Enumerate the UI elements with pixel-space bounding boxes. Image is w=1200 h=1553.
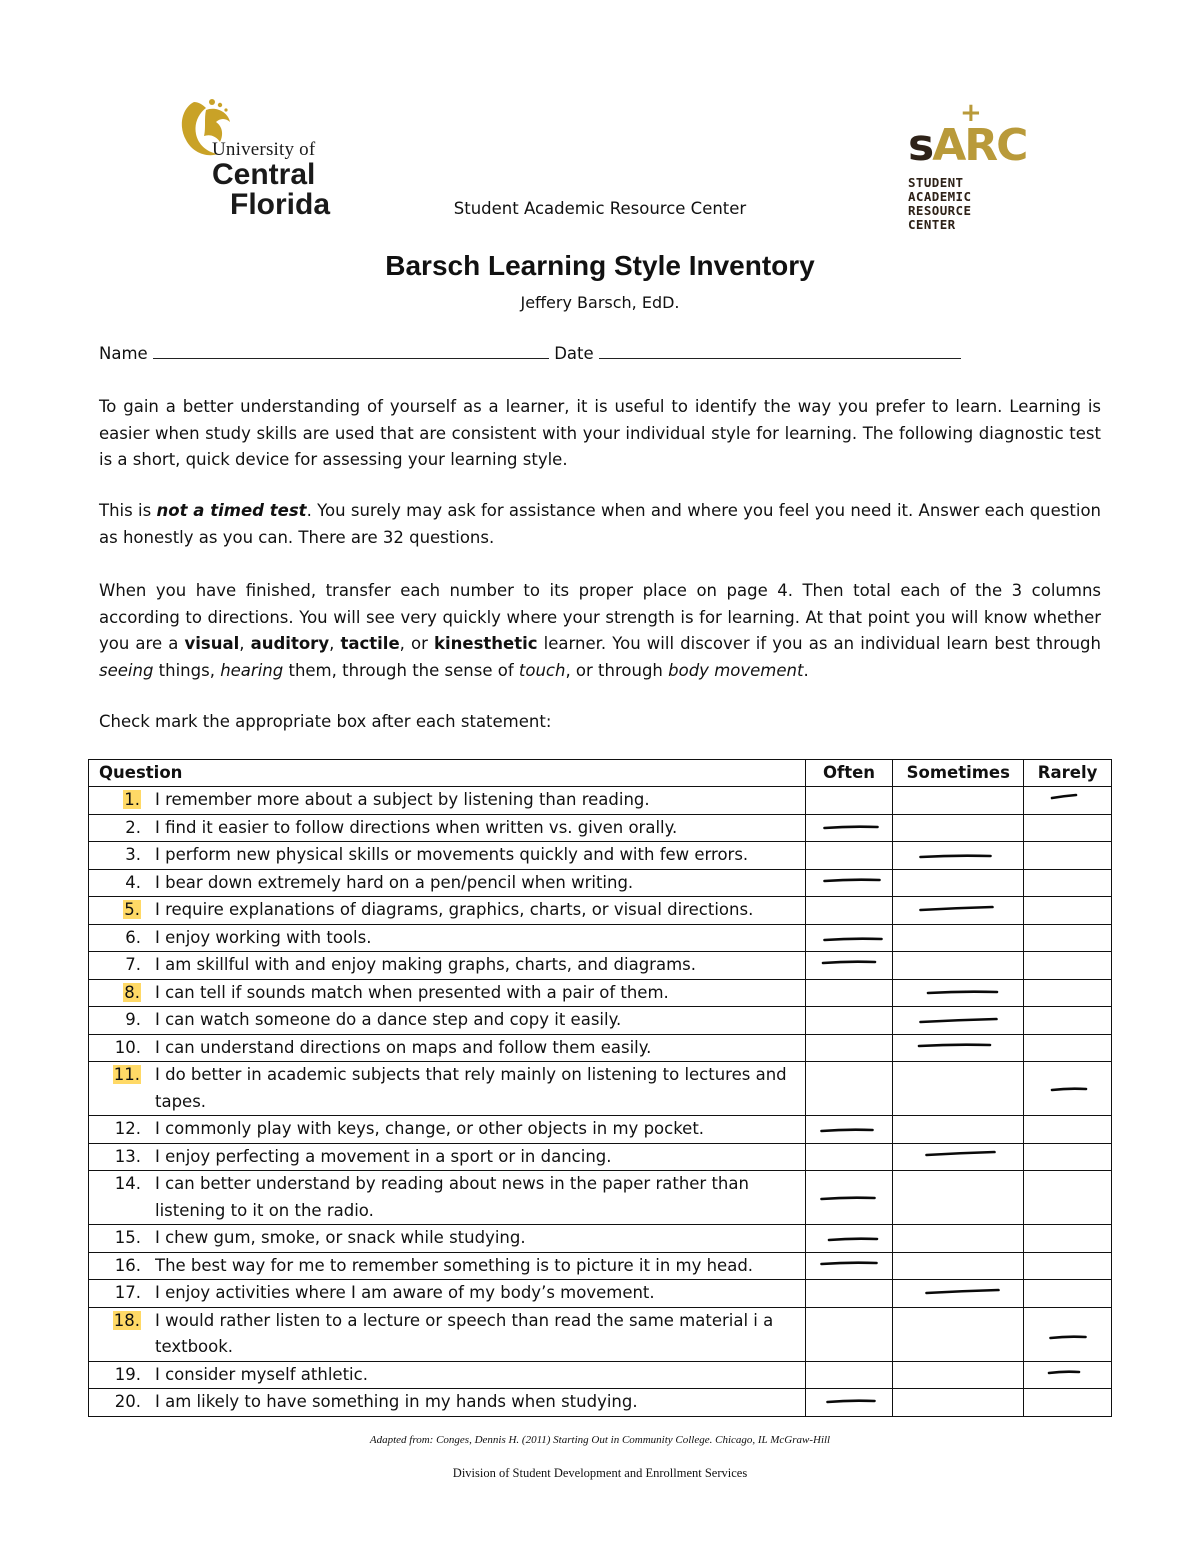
- table-row: [89, 952, 1112, 980]
- question-number: 11.: [113, 1065, 140, 1084]
- answer-cell-often[interactable]: [805, 1225, 893, 1253]
- check-mark: [1024, 1062, 1112, 1115]
- sarc-logo: [906, 98, 1027, 232]
- answer-cell-often[interactable]: [805, 1361, 893, 1389]
- check-mark-stroke: [921, 856, 991, 857]
- question-cell: [89, 842, 806, 870]
- answer-cell-rarely[interactable]: [1024, 1389, 1112, 1417]
- check-mark: [806, 1389, 894, 1415]
- table-row: [89, 1116, 1112, 1144]
- answer-cell-often[interactable]: [805, 1062, 893, 1116]
- answer-cell-sometimes[interactable]: [893, 1389, 1024, 1417]
- header-often: Often: [805, 760, 893, 787]
- timed-test-paragraph: [99, 498, 1101, 551]
- sarc-arc: ARC: [932, 120, 1027, 171]
- check-mark-stroke: [919, 1044, 990, 1045]
- question-number: 2.: [125, 817, 141, 837]
- table-row: [89, 897, 1112, 925]
- intro-paragraph: To gain a better understanding of yourself as a learner, it is useful to identify the way you prefer to learn. Learning is easier when study skills are used that are consistent with your individual style for learning. The following diagnostic test is a short, quick device for assessing your learning style.: [99, 397, 1101, 469]
- question-number: 18.: [113, 1310, 140, 1330]
- check-mark: [1024, 1362, 1112, 1388]
- question-cell: [89, 869, 806, 897]
- p3-sep2: ,: [329, 634, 341, 653]
- division-footer: Division of Student Development and Enrollment Services: [452, 1466, 748, 1480]
- question-text: The best way for me to remember something is to picture it in my head.: [155, 1255, 754, 1275]
- question-number: 4.: [125, 872, 141, 892]
- check-mark-stroke: [821, 1198, 874, 1199]
- check-mark-stroke: [1049, 1371, 1079, 1372]
- question-number: 9.: [125, 1010, 141, 1029]
- question-number: 19.: [114, 1364, 141, 1384]
- question-cell: [89, 1252, 806, 1280]
- answer-cell-sometimes[interactable]: [893, 814, 1024, 842]
- answer-cell-often[interactable]: [805, 1252, 893, 1280]
- page-title: Barsch Learning Style Inventory: [385, 250, 815, 281]
- question-number: 15.: [114, 1228, 141, 1247]
- answer-cell-often[interactable]: [805, 924, 893, 952]
- ucf-line-university: University of: [212, 139, 316, 160]
- table-row: [89, 842, 1112, 870]
- question-text: I can understand directions on maps and follow them easily.: [155, 1037, 652, 1057]
- answer-cell-sometimes[interactable]: [893, 1007, 1024, 1035]
- table-row: [89, 924, 1112, 952]
- answer-cell-rarely[interactable]: [1024, 1143, 1112, 1171]
- check-mark-stroke: [1052, 795, 1076, 798]
- answer-cell-often[interactable]: [805, 1171, 893, 1225]
- question-text: I find it easier to follow directions when written vs. given orally.: [155, 817, 678, 837]
- table-row: [89, 869, 1112, 897]
- answer-cell-sometimes[interactable]: [893, 1307, 1024, 1361]
- p3-sep1: ,: [239, 634, 251, 653]
- instructions-paragraph: [99, 578, 1101, 684]
- check-mark: [893, 1035, 1024, 1061]
- question-number: 8.: [124, 982, 140, 1002]
- p3-hearing: hearing: [220, 660, 284, 680]
- answer-cell-often[interactable]: [805, 1116, 893, 1144]
- question-cell: [89, 1361, 806, 1389]
- check-mark-stroke: [824, 938, 881, 939]
- question-cell: [89, 1143, 806, 1171]
- p2-text-c: . You surely may ask for assistance when and where you feel you need it. Answer each question as honestly as you can. There are 32 questions.: [99, 501, 1101, 547]
- citation: Adapted from: Conges, Dennis H. (2011) Starting Out in Community College. Chicago, IL McGraw-Hill: [369, 1434, 831, 1446]
- answer-cell-rarely[interactable]: [1024, 1171, 1112, 1225]
- answer-cell-sometimes[interactable]: [893, 979, 1024, 1007]
- center-subtitle: Student Academic Resource Center: [453, 199, 747, 218]
- p3-sep3: , or: [399, 634, 434, 653]
- check-mark-stroke: [821, 1130, 872, 1131]
- answer-cell-rarely[interactable]: [1024, 842, 1112, 870]
- check-mark: [806, 925, 894, 951]
- question-text: I commonly play with keys, change, or other objects in my pocket.: [155, 1119, 705, 1138]
- question-text: I consider myself athletic.: [155, 1364, 368, 1384]
- table-row: [89, 1280, 1112, 1308]
- check-mark-stroke: [1051, 1336, 1086, 1337]
- sarc-sub-line1: STUDENT ACADEMIC: [908, 175, 972, 204]
- question-text: I require explanations of diagrams, graphics, charts, or visual directions.: [155, 900, 754, 919]
- check-mark: [806, 952, 894, 978]
- p3-visual: visual: [184, 634, 240, 653]
- question-text: I am skillful with and enjoy making graphs, charts, and diagrams.: [155, 955, 696, 974]
- answer-cell-often[interactable]: [805, 952, 893, 980]
- table-row: [89, 1252, 1112, 1280]
- table-row: [89, 1171, 1112, 1225]
- question-number: 3.: [125, 845, 141, 864]
- answer-cell-sometimes[interactable]: [893, 1252, 1024, 1280]
- check-mark-stroke: [821, 1262, 876, 1263]
- check-mark: [806, 1116, 894, 1142]
- question-text: I enjoy working with tools.: [155, 927, 372, 947]
- table-row: [89, 1307, 1112, 1361]
- question-cell: [89, 1034, 806, 1062]
- check-mark: [806, 1225, 894, 1251]
- p3-text-b: learner. You will discover if you as an individual learn best through: [537, 634, 1101, 653]
- table-row: [89, 814, 1112, 842]
- table-row: [89, 1062, 1112, 1116]
- answer-cell-often[interactable]: [805, 1143, 893, 1171]
- question-cell: [89, 979, 806, 1007]
- table-row: [89, 787, 1112, 815]
- check-mark: [806, 1253, 894, 1279]
- answer-cell-sometimes[interactable]: [893, 1116, 1024, 1144]
- table-row: [89, 1007, 1112, 1035]
- p3-text-d: them, through the sense of: [283, 660, 519, 680]
- header-question: Question: [89, 760, 806, 787]
- answer-cell-sometimes[interactable]: [893, 952, 1024, 980]
- ucf-logo: [176, 96, 376, 221]
- name-date-row: [99, 342, 961, 363]
- check-mark: [1024, 787, 1112, 813]
- question-cell: [89, 897, 806, 925]
- check-mark: [893, 1280, 1024, 1306]
- answer-cell-often[interactable]: [805, 869, 893, 897]
- check-mark: [806, 1171, 894, 1224]
- question-number: 7.: [125, 955, 141, 974]
- p3-tactile: tactile: [340, 634, 400, 653]
- check-mark: [893, 1007, 1024, 1033]
- p2-not-timed: not a timed test: [156, 501, 307, 520]
- answer-cell-rarely[interactable]: [1024, 897, 1112, 925]
- p3-text-f: .: [803, 660, 809, 680]
- check-mark-stroke: [921, 1019, 997, 1022]
- answer-cell-sometimes[interactable]: [893, 1361, 1024, 1389]
- question-text: I perform new physical skills or movements quickly and with few errors.: [155, 845, 749, 864]
- answer-cell-rarely[interactable]: [1024, 1280, 1112, 1308]
- p3-text-e: , or through: [565, 660, 669, 680]
- answer-cell-rarely[interactable]: [1024, 924, 1112, 952]
- question-number: 17.: [114, 1283, 141, 1302]
- question-cell: [89, 1280, 806, 1308]
- sarc-sub-line2: RESOURCE CENTER: [908, 203, 972, 232]
- question-text: I enjoy activities where I am aware of my body’s movement.: [155, 1283, 655, 1302]
- question-text: I bear down extremely hard on a pen/pencil when writing.: [155, 872, 634, 892]
- question-cell: [89, 1116, 806, 1144]
- table-row: [89, 1225, 1112, 1253]
- question-number: 12.: [114, 1119, 141, 1138]
- question-text: I can better understand by reading about news in the paper rather than listening to it on the radio.: [155, 1174, 749, 1220]
- question-number: 13.: [114, 1146, 141, 1166]
- question-text: I am likely to have something in my hands when studying.: [155, 1392, 638, 1411]
- table-row: [89, 1389, 1112, 1417]
- answer-cell-rarely[interactable]: [1024, 1361, 1112, 1389]
- name-field[interactable]: [153, 342, 549, 359]
- answer-cell-rarely[interactable]: [1024, 814, 1112, 842]
- check-mark-stroke: [827, 1401, 874, 1402]
- question-number: 16.: [114, 1255, 141, 1275]
- p3-body-movement: body movement: [668, 660, 804, 680]
- date-label: Date: [554, 344, 594, 363]
- question-cell: [89, 952, 806, 980]
- author: Jeffery Barsch, EdD.: [520, 293, 680, 312]
- answer-cell-sometimes[interactable]: [893, 787, 1024, 815]
- answer-cell-often[interactable]: [805, 1034, 893, 1062]
- answer-cell-often[interactable]: [805, 1307, 893, 1361]
- check-mark-stroke: [824, 879, 879, 880]
- answer-cell-sometimes[interactable]: [893, 842, 1024, 870]
- question-cell: [89, 1171, 806, 1225]
- answer-cell-rarely[interactable]: [1024, 869, 1112, 897]
- check-mark: [893, 842, 1024, 868]
- question-number: 6.: [125, 927, 141, 947]
- answer-cell-often[interactable]: [805, 1389, 893, 1417]
- table-row: [89, 1034, 1112, 1062]
- answer-cell-often[interactable]: [805, 1007, 893, 1035]
- check-mark: [1024, 1308, 1112, 1361]
- p3-text-c: things,: [153, 660, 221, 680]
- answer-cell-sometimes[interactable]: [893, 924, 1024, 952]
- check-mark-stroke: [823, 962, 875, 963]
- answer-cell-rarely[interactable]: [1024, 1307, 1112, 1361]
- answer-cell-rarely[interactable]: [1024, 1007, 1112, 1035]
- check-mark-stroke: [824, 826, 877, 827]
- header-sometimes: Sometimes: [893, 760, 1024, 787]
- answer-cell-sometimes[interactable]: [893, 869, 1024, 897]
- question-number: 20.: [114, 1392, 141, 1411]
- sarc-s: s: [908, 120, 933, 171]
- check-mark-stroke: [927, 1290, 999, 1293]
- check-mark-stroke: [1052, 1089, 1086, 1090]
- ucf-line-florida: Florida: [230, 188, 331, 221]
- answer-cell-often[interactable]: [805, 814, 893, 842]
- question-text: I would rather listen to a lecture or speech than read the same material i a textbook.: [155, 1310, 774, 1356]
- question-text: I enjoy perfecting a movement in a sport or in dancing.: [155, 1146, 612, 1166]
- answer-cell-sometimes[interactable]: [893, 1280, 1024, 1308]
- table-row: [89, 1361, 1112, 1389]
- question-cell: [89, 924, 806, 952]
- p3-text-a: When you have finished, transfer each number to its proper place on page 4. Then total each of the 3 columns according to directions. You will see very quickly where your strength is for learning. At that point you will know whether you are a: [99, 581, 1101, 653]
- check-mark-stroke: [927, 1152, 995, 1155]
- question-cell: [89, 1307, 806, 1361]
- question-text: I can tell if sounds match when presented with a pair of them.: [155, 982, 669, 1002]
- answer-cell-rarely[interactable]: [1024, 979, 1112, 1007]
- p3-touch: touch: [518, 660, 566, 680]
- name-label: Name: [99, 344, 148, 363]
- p2-text-a: This is: [99, 501, 157, 520]
- table-row: [89, 1143, 1112, 1171]
- answer-cell-often[interactable]: [805, 1280, 893, 1308]
- question-cell: [89, 787, 806, 815]
- questionnaire-table: [88, 759, 1112, 1417]
- answer-cell-rarely[interactable]: [1024, 787, 1112, 815]
- answer-cell-often[interactable]: [805, 979, 893, 1007]
- answer-cell-sometimes[interactable]: [893, 1034, 1024, 1062]
- answer-cell-sometimes[interactable]: [893, 1143, 1024, 1171]
- question-number: 5.: [124, 900, 140, 919]
- check-mark-stroke: [829, 1239, 877, 1240]
- sarc-plus: +: [960, 98, 982, 128]
- sarc-wordmark: [908, 120, 1026, 171]
- answer-cell-sometimes[interactable]: [893, 1062, 1024, 1116]
- question-number: 10.: [114, 1037, 141, 1057]
- question-number: 14.: [114, 1174, 141, 1193]
- answer-cell-rarely[interactable]: [1024, 1116, 1112, 1144]
- question-text: I remember more about a subject by listening than reading.: [155, 790, 650, 809]
- answer-cell-rarely[interactable]: [1024, 952, 1112, 980]
- question-text: I do better in academic subjects that rely mainly on listening to lectures and tapes.: [155, 1065, 787, 1111]
- check-mark: [806, 870, 894, 896]
- check-mark-stroke: [921, 907, 993, 910]
- answer-cell-rarely[interactable]: [1024, 1225, 1112, 1253]
- check-mark: [806, 815, 894, 841]
- check-mark: [893, 897, 1024, 923]
- question-text: I chew gum, smoke, or snack while studying.: [155, 1228, 526, 1247]
- table-row: [89, 979, 1112, 1007]
- questionnaire-body: [89, 787, 1112, 1417]
- check-mark: [893, 1144, 1024, 1170]
- ucf-line-central: Central: [212, 158, 316, 191]
- answer-cell-often[interactable]: [805, 842, 893, 870]
- question-text: I can watch someone do a dance step and copy it easily.: [155, 1010, 622, 1029]
- answer-cell-rarely[interactable]: [1024, 1062, 1112, 1116]
- p3-auditory: auditory: [250, 634, 330, 653]
- check-mark-stroke: [928, 991, 997, 992]
- p3-kinesthetic: kinesthetic: [434, 634, 538, 653]
- answer-cell-sometimes[interactable]: [893, 1225, 1024, 1253]
- question-cell: [89, 814, 806, 842]
- answer-cell-rarely[interactable]: [1024, 1252, 1112, 1280]
- answer-cell-often[interactable]: [805, 787, 893, 815]
- answer-cell-sometimes[interactable]: [893, 897, 1024, 925]
- answer-cell-sometimes[interactable]: [893, 1171, 1024, 1225]
- question-cell: [89, 1225, 806, 1253]
- check-instruction: Check mark the appropriate box after each statement:: [99, 712, 552, 731]
- date-field[interactable]: [599, 342, 961, 359]
- check-mark: [893, 980, 1024, 1006]
- question-cell: [89, 1062, 806, 1116]
- question-cell: [89, 1007, 806, 1035]
- table-header-row: [89, 760, 1112, 787]
- answer-cell-rarely[interactable]: [1024, 1034, 1112, 1062]
- p3-seeing: seeing: [99, 660, 154, 680]
- answer-cell-often[interactable]: [805, 897, 893, 925]
- header-rarely: Rarely: [1024, 760, 1112, 787]
- question-cell: [89, 1389, 806, 1417]
- question-number: 1.: [124, 790, 140, 809]
